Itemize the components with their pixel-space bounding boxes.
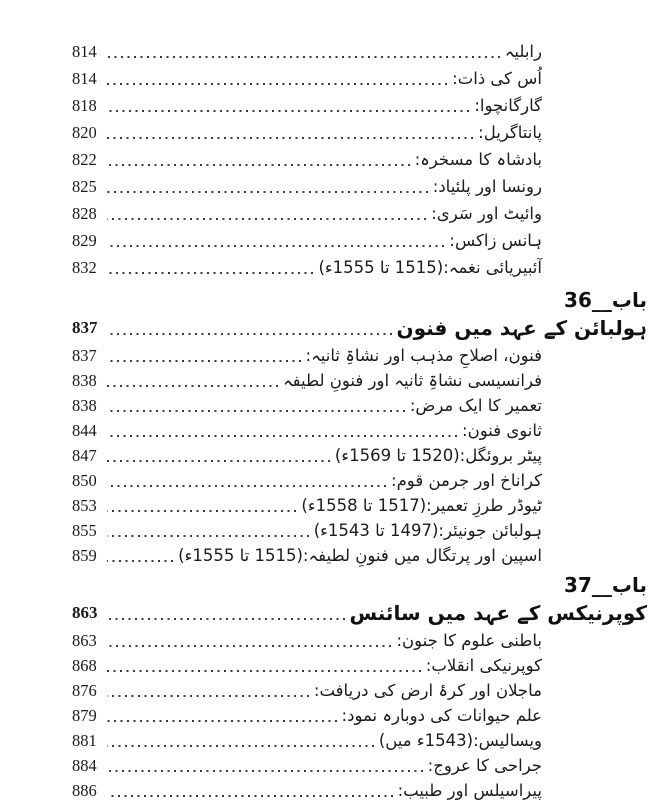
page-number: 863 [72,603,98,622]
entry-title: ماجلان اور کرۂ ارض کی دریافت: [313,681,542,700]
toc-entry-row [72,628,647,653]
dot-leader [107,110,469,112]
dot-leader [107,410,405,412]
dot-leader [107,795,393,797]
dot-leader [107,333,392,335]
toc-entry-row [72,254,647,281]
page-number: 855 [72,520,97,540]
dot-leader [107,218,426,220]
dot-leader [107,560,173,562]
entry-title: جراحی کا عروج: [427,756,542,775]
page-number: 814 [72,68,97,88]
page-number: 876 [72,680,97,700]
page-number: 837 [72,345,97,365]
dot-leader [107,645,391,647]
toc-entry-row [72,653,647,678]
dot-leader [107,385,278,387]
entry-title: علم حیوانات کی دوبارہ نمود: [341,706,542,725]
dot-leader [107,695,309,697]
dot-leader [107,535,309,537]
dot-leader [107,56,500,58]
chapter-36-title-row [72,313,647,343]
dot-leader [107,245,444,247]
toc-entry-row [72,393,647,418]
toc-entry-row [72,778,647,803]
chapter-37-title-row [72,598,647,628]
dot-leader [107,720,337,722]
toc-entry-row [72,518,647,543]
dot-leader [107,272,313,274]
dot-leader [107,618,345,620]
dot-leader [107,745,374,747]
page-number: 868 [72,655,97,675]
chapter-36-heading: باب__36 [564,288,647,312]
entry-title: کراناخ اور جرمن قوم: [391,471,542,490]
toc-entry-row [72,368,647,393]
page-number: 825 [72,176,97,196]
page-number: 814 [72,41,97,61]
dot-leader [107,460,330,462]
entry-title: کوپرنیکی انقلاب: [425,656,542,675]
page-number: 829 [72,230,97,250]
page-number: 859 [72,545,97,565]
dot-leader [107,510,296,512]
toc-entry-row [72,753,647,778]
toc-entry-row [72,728,647,753]
toc-entry-row [72,468,647,493]
chapter-37-heading: باب__37 [564,573,647,597]
chapter-36-entries [72,343,647,568]
entry-title: پیراسیلس اور طبیب: [397,781,542,800]
page-number: 847 [72,445,97,465]
dot-leader [107,670,421,672]
page-number: 881 [72,730,97,750]
page-number: 850 [72,470,97,490]
section-pre-chapter [72,38,647,281]
page-number: 832 [72,257,97,277]
toc-entry-row [72,227,647,254]
toc-entry-row [72,200,647,227]
entry-title: فنون، اصلاحِ مذہب اور نشاۃِ ثانیہ: [305,346,542,365]
chapter-title: ہولبائن کے عہد میں فنون [396,316,647,340]
entry-title: ویسالیس:(1543ء میں) [378,731,542,750]
entry-title: آئبیریائی نغمہ:(1515 تا 1555ء) [318,258,542,277]
dot-leader [107,360,301,362]
page-number: 853 [72,495,97,515]
dot-leader [107,137,473,139]
section-chapter-36 [72,287,647,568]
toc-entry-row [72,418,647,443]
toc-column [72,0,647,803]
entry-title: پیٹر بروئگل:(1520 تا 1569ء) [334,446,542,465]
page-number: 879 [72,705,97,725]
toc-entry-row [72,443,647,468]
chapter-title: کوپرنیکس کے عہد میں سائنس [349,601,647,625]
entry-title: فرانسیسی نشاۃِ ثانیہ اور فنونِ لطیفہ [282,371,542,390]
page-number: 820 [72,122,97,142]
entry-title: ٹیوڈر طرزِ تعمیر:(1517 تا 1558ء) [301,496,542,515]
page-number: 828 [72,203,97,223]
dot-leader [107,770,423,772]
toc-entry-row [72,493,647,518]
entry-title: ہولبائن جونیئر:(1497 تا 1543ء) [313,521,542,540]
entry-title: ہانس زاکس: [449,231,542,250]
entry-title: وائیٹ اور سَری: [431,204,542,223]
dot-leader [107,83,447,85]
section-chapter-37 [72,572,647,803]
toc-entry-row [72,92,647,119]
entry-title: اسپین اور پرتگال میں فنونِ لطیفہ:(1515 تا 1555ء) [178,546,542,565]
dot-leader [107,435,457,437]
chapter-37-entries [72,628,647,803]
page-number: 886 [72,780,97,800]
entry-title: باطنی علوم کا جنون: [396,631,542,650]
dot-leader [107,485,386,487]
page-number: 818 [72,95,97,115]
dot-leader [107,191,428,193]
entry-title: رابلیہ [504,42,542,61]
page-number: 844 [72,420,97,440]
entry-title: پانتاگریل: [478,123,542,142]
toc-entry-row [72,146,647,173]
dot-leader [107,164,410,166]
toc-entry-row [72,65,647,92]
toc-entry-row [72,678,647,703]
page-number: 838 [72,395,97,415]
entry-title: اُس کی ذات: [452,69,542,88]
entry-title: بادشاہ کا مسخرہ: [414,150,542,169]
entry-title: گارگانچوا: [474,96,542,115]
page-number: 884 [72,755,97,775]
page-number: 822 [72,149,97,169]
entry-title: رونسا اور پلئیاد: [432,177,542,196]
entry-title: تعمیر کا ایک مرض: [409,396,542,415]
toc-entry-row [72,343,647,368]
toc-entry-row [72,119,647,146]
page-number: 863 [72,630,97,650]
page-number: 838 [72,370,97,390]
page-number: 837 [72,318,98,337]
toc-entry-row [72,173,647,200]
toc-entry-row [72,543,647,568]
toc-entry-row [72,38,647,65]
entry-title: ثانوی فنون: [462,421,542,440]
toc-entry-row [72,703,647,728]
